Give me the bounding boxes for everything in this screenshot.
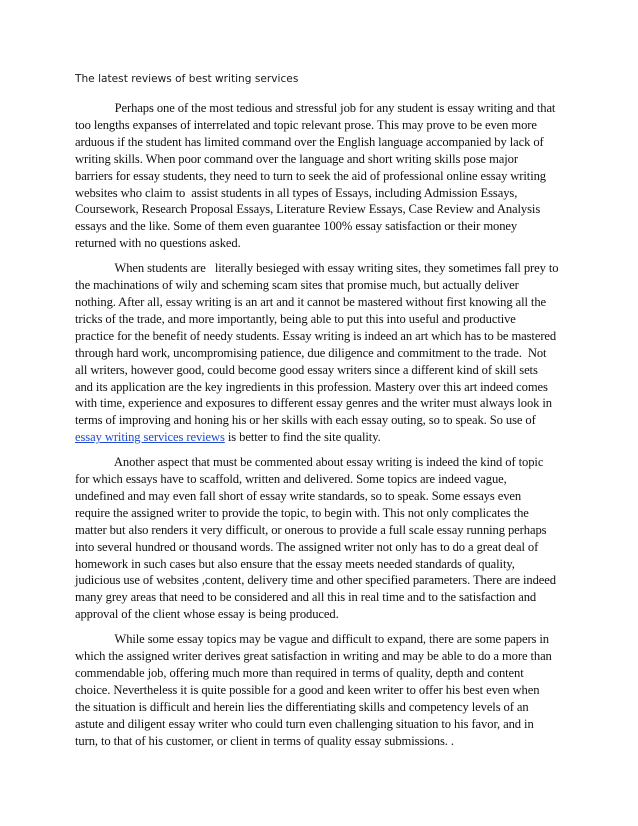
line: too lengths expanses of interrelated and topic relevant prose. This may prove to be even more	[75, 117, 537, 132]
line: essays and the like. Some of them even guarantee 100% essay satisfaction or their money	[75, 219, 518, 234]
line: writing skills. When poor command over the language and short writing skills pose major	[75, 151, 518, 166]
line: turn, to that of his customer, or client in terms of quality essay submissions. .	[75, 733, 454, 748]
paragraph-2	[75, 260, 565, 446]
line: choice. Nevertheless it is quite possible for a good and keen writer to offer his best even when	[75, 682, 540, 697]
paragraph-1	[75, 100, 565, 252]
document-title: The latest reviews of best writing services	[75, 73, 299, 85]
line: and its application are the key ingredients in this profession. Mastery over this art indeed comes	[75, 379, 548, 394]
line: Perhaps one of the most tedious and stressful job for any student is essay writing and that	[75, 101, 556, 115]
line: all writers, however good, could become good essay writers since a different kind of skill sets	[75, 362, 538, 377]
line: astute and diligent essay writer who could turn even challenging situation to his favor, and in	[75, 716, 534, 731]
document-body	[75, 100, 565, 758]
line: undefined and may even fall short of essay write standards, so to speak. Some essays even	[75, 488, 522, 503]
line: homework in such cases but also ensure that the essay meets needed standards of quality,	[75, 556, 515, 571]
paragraph-4	[75, 631, 565, 749]
line: matter but also renders it very difficult, or onerous to provide a full scale essay running perhaps	[75, 522, 547, 537]
line: barriers for essay students, they need to turn to seek the aid of professional online essay writing	[75, 168, 546, 183]
line: Coursework, Research Proposal Essays, Literature Review Essays, Case Review and Analysis	[75, 202, 541, 217]
line: arduous if the student has limited command over the English language accompanied by lack of	[75, 134, 544, 149]
line: with time, experience and exposures to different essay genres and the writer must always look in	[75, 396, 552, 411]
line: terms of improving and honing his or her skills with each essay outing, so to speak. So use of	[75, 413, 536, 428]
line: judicious use of websites ,content, delivery time and other specified parameters. There are indeed	[75, 573, 556, 588]
line: which the assigned writer derives great satisfaction in writing and may be able to do a more than	[75, 649, 552, 664]
line: approval of the client whose essay is being produced.	[75, 607, 339, 622]
line: tricks of the trade, and more importantly, being able to put this into useful and productive	[75, 311, 516, 326]
line: require the assigned writer to provide the topic, to begin with. This not only complicates the	[75, 505, 529, 520]
line: While some essay topics may be vague and difficult to expand, there are some papers in	[75, 632, 550, 647]
line: many grey areas that need to be considered and all this in real time and to the satisfaction and	[75, 590, 537, 605]
line: commendable job, offering much more than required in terms of quality, depth and content	[75, 666, 524, 680]
line: practice for the benefit of needy students. Essay writing is indeed an art which has to be mastered	[75, 328, 557, 343]
line: When students are literally besieged with essay writing sites, they sometimes fall prey to	[75, 261, 559, 276]
line: returned with no questions asked.	[75, 236, 241, 251]
line: through hard work, uncompromising patience, due diligence and commitment to the trade. Not	[75, 345, 547, 360]
line: is better to find the site quality.	[224, 430, 381, 445]
essay-reviews-link[interactable]: essay writing services reviews	[75, 430, 225, 445]
line: websites who claim to assist students in all types of Essays, including Admission Essays,	[75, 185, 518, 200]
paragraph-3	[75, 454, 565, 623]
line: the situation is difficult and herein lies the differentiating skills and competency levels of an	[75, 699, 529, 714]
line: the machinations of wily and scheming scam sites that promise much, but actually deliver	[75, 278, 519, 293]
line: for which essays have to scaffold, written and delivered. Some topics are indeed vague,	[75, 472, 507, 487]
line: nothing. After all, essay writing is an art and it cannot be mastered without first knowing all the	[75, 294, 547, 309]
line: Another aspect that must be commented about essay writing is indeed the kind of topic	[75, 455, 544, 470]
line: into several hundred or thousand words. The assigned writer not only has to do a great deal of	[75, 539, 539, 554]
